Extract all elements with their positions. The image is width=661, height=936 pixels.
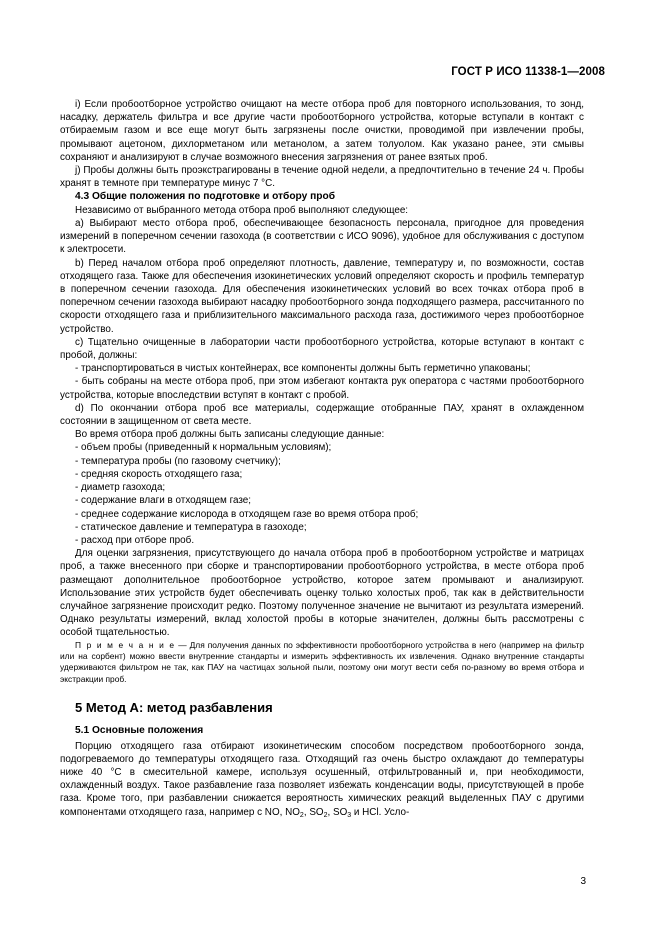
list-item: - объем пробы (приведенный к нормальным условиям); (75, 442, 332, 454)
item-c-2: - быть собраны на месте отбора проб, при этом избегают контакта рук оператора с частями пробоотборного устройства, которые впоследствии вступят в контакт с пробой. (60, 376, 584, 401)
section-5-1-heading: 5.1 Основные положения (75, 725, 204, 737)
subscript: 2 (299, 811, 304, 819)
separator: , SO (327, 806, 348, 818)
record-list (60, 441, 584, 547)
list-item: - температура пробы (по газовому счетчику); (75, 455, 281, 467)
document-header: ГОСТ Р ИСО 11338-1—2008 (451, 66, 605, 78)
record-intro: Во время отбора проб должны быть записаны следующие данные: (75, 429, 385, 441)
section-5-1-paragraph (60, 740, 584, 819)
item-a: а) Выбирают место отбора проб, обеспечивающее безопасность персонала, пригодное для проведения измерений в поперечном сечении газохода (в соответствии с ИСО 9096), удобное для обслуживания с доступом к электросети. (60, 218, 584, 256)
list-item: - диаметр газохода; (75, 482, 166, 494)
page-number: 3 (580, 876, 586, 887)
paragraph-j: j) Пробы должны быть проэкстрагированы в течение одной недели, а предпочтительно в течение 24 ч. Пробы хранят в темноте при температуре минус 7 °С. (60, 165, 584, 190)
item-b: b) Перед началом отбора проб определяют плотность, давление, температуру и, по возможности, состав отходящего газа. Также для обеспечения изокинетических условий определяют скорость и профиль температур в поперечном сечении газохода. Для обеспечения изокинетических условий во всех точках отбора проб в поперечном сечении газохода выбирают насадку пробоотборного зонда подходящего размера, рассчитанного по скорости отходящего газа и приблизительного максимального расхода газа, достижимого через пробоотборное устройство. (60, 257, 584, 335)
section-4-3-heading: 4.3 Общие положения по подготовке и отбору проб (75, 191, 336, 203)
list-item: - среднее содержание кислорода в отходящем газе во время отбора проб; (75, 508, 419, 520)
item-c-1: - транспортироваться в чистых контейнерах, все компоненты должны быть герметично упакованы; (75, 363, 531, 375)
note-label: П р и м е ч а н и е (75, 639, 176, 650)
subscript: 2 (323, 811, 328, 819)
note (60, 640, 584, 686)
item-c: с) Тщательно очищенные в лаборатории части пробоотборного устройства, которые вступают в контакт с пробой, должны: (60, 336, 584, 362)
page-body (60, 98, 584, 819)
paragraph-i: i) Если пробоотборное устройство очищают на месте отбора проб для повторного использования, то зонд, насадку, держатель фильтра и все другие части пробоотборного устройства, которые вступали в контакт с отбираемым газом и все еще могут быть загрязнены после очистки, проводимой при извлечении пробы, промывают ацетоном, дихлорметаном или метанолом, а затем толуолом. Как указано ранее, эти смывы сохраняют и анализируют в случае возможного внесения загрязнения от ранее взятых проб. (60, 99, 584, 163)
note-text: — Для получения данных по эффективности пробоотборного устройства в него (например на фильтр или на сорбент) можно ввести внутренние стандарты и измерить эффективность их извлечения. Однако внутренние стандарты удерживаются фильтром не так, как ПАУ на частицах зольной пыли, поэтому они могут вести себя по-разному во время отбора и экстракции проб. (60, 639, 584, 684)
section-4-3-intro: Независимо от выбранного метода отбора проб выполняют следующее: (75, 204, 409, 216)
paragraph-tail: и HCl. Усло- (351, 806, 410, 818)
section-5-heading: 5 Метод А: метод разбавления (75, 700, 273, 716)
paragraph-text: Порцию отходящего газа отбирают изокинетическим способом посредством пробоотборного зонда, подогреваемого до температуры отходящего газа. Отходящий газ очень быстро охлаждают до температуры ниже 40 °С в смесительной камере, используя осушенный, отфильтрованный и, при необходимости, охлажденный воздух. Такое разбавление газа позволяет избежать конденсации воды, присутствующей в пробе газа. Кроме того, при разбавлении снижается вероятность химических реакций выделенных ПАУ с другими компонентами отходящего газа, например с NO, NO (60, 740, 584, 818)
list-item: - расход при отборе проб. (75, 534, 195, 546)
item-d: d) По окончании отбора проб все материалы, содержащие отобранные ПАУ, хранят в охлажденном состоянии в защищенном от света месте. (60, 402, 584, 428)
list-item: - средняя скорость отходящего газа; (75, 468, 243, 480)
contamination-paragraph: Для оценки загрязнения, присутствующего до начала отбора проб в пробоотборном устройстве и матрицах проб, а также внесенного при сборке и транспортировании пробоотборного устройства, в месте отбора проб размещают дополнительное пробоотборное устройство, которое затем промывают и анализируют. Использование этих устройств будет обеспечивать оценку только холостых проб, так как в действительности случайное загрязнение происходит редко. Поэтому полученное значение не вычитают из результата измерений. Однако результаты измерений, вклад холостой пробы в которые значителен, должны быть рассмотрены с особой тщательностью. (60, 548, 584, 639)
subscript: 3 (347, 811, 352, 819)
list-item: - содержание влаги в отходящем газе; (75, 495, 251, 507)
separator: , SO (303, 806, 324, 818)
list-item: - статическое давление и температура в газоходе; (75, 521, 307, 533)
